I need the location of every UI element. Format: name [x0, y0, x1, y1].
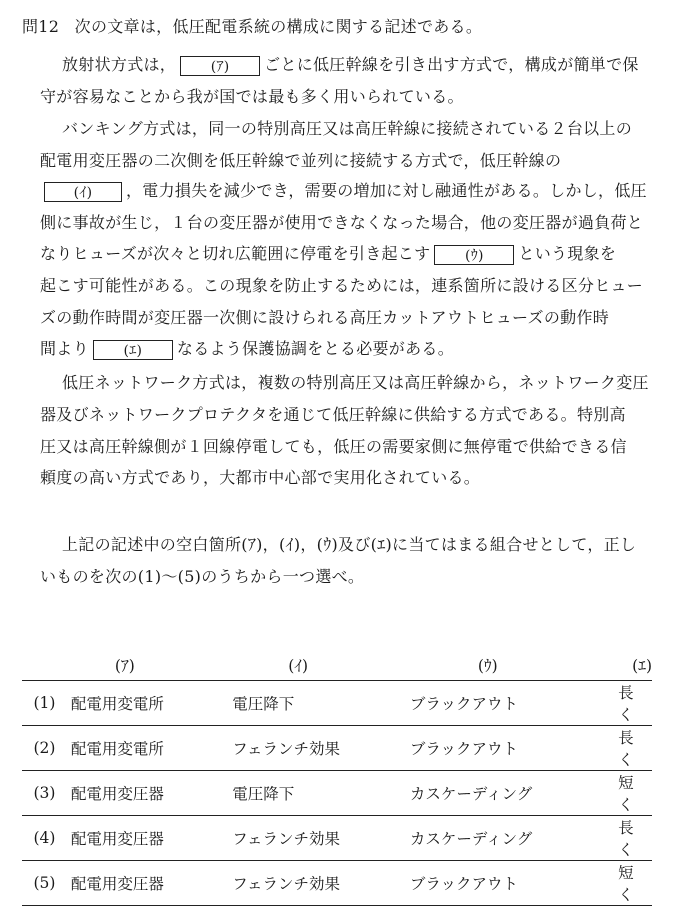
- table-cell: カスケーディング: [410, 771, 618, 816]
- p1-line-2: 守が容易なことから我が国では最も多く用いられている。: [40, 87, 464, 106]
- p2-line-8-text-a: 間より: [40, 339, 89, 358]
- table-row: [22, 861, 652, 906]
- choice-number: (2): [22, 726, 67, 771]
- table-cell: フェランチ効果: [232, 861, 410, 906]
- p1-text-a: 放射状方式は，: [62, 55, 177, 74]
- p3-line-4: 頼度の高い方式であり，大都市中心部で実用化されている。: [40, 468, 481, 487]
- p2-line-1: バンキング方式は，同一の特別高圧又は高圧幹線に接続されている２台以上の: [62, 119, 633, 138]
- p1-text-b: ごとに低圧幹線を引き出す方式で，構成が簡単で保: [264, 55, 639, 74]
- table-cell: ブラックアウト: [410, 726, 618, 771]
- table-row: [22, 816, 652, 861]
- choice-number: (1): [22, 681, 67, 726]
- question-number: 問12: [22, 17, 60, 36]
- table-row: [22, 681, 652, 726]
- choice-number: (3): [22, 771, 67, 816]
- table-cell: 電圧降下: [232, 681, 410, 726]
- p3-line-3: 圧又は高圧幹線側が１回線停電しても，低圧の需要家側に無停電で供給できる信: [40, 437, 627, 456]
- table-cell: 電圧降下: [232, 771, 410, 816]
- table-cell: カスケーディング: [410, 816, 618, 861]
- choice-number: (5): [22, 861, 67, 906]
- table-cell: 配電用変圧器: [67, 816, 232, 861]
- p2-line-7: ズの動作時間が変圧器一次側に設けられる高圧カットアウトヒューズの動作時: [40, 308, 610, 327]
- blank-e: (ｴ): [93, 340, 173, 360]
- table-cell: フェランチ効果: [232, 816, 410, 861]
- p2-line-3-text: ，電力損失を減少でき，需要の増加に対し融通性がある。しかし，低圧: [126, 181, 647, 200]
- header-cell-a: (ｱ): [114, 657, 135, 675]
- table-cell: 配電用変圧器: [67, 771, 232, 816]
- question-title: 次の文章は，低圧配電系統の構成に関する記述である。: [74, 17, 483, 36]
- header-cell-u: (ｳ): [477, 657, 498, 675]
- table-cell: 長 く: [618, 681, 652, 726]
- table-cell: 長 く: [618, 816, 652, 861]
- p2-line-6: 起こす可能性がある。この現象を防止するためには，連系箇所に設ける区分ヒュー: [40, 276, 644, 295]
- table-cell: ブラックアウト: [410, 681, 618, 726]
- blank-a: (ｱ): [180, 56, 260, 76]
- p2-line-2: 配電用変圧器の二次側を低圧幹線で並列に接続する方式で，低圧幹線の: [40, 151, 562, 170]
- question-header: [22, 16, 482, 38]
- blank-u: (ｳ): [434, 245, 514, 265]
- instruction-line-1: 上記の記述中の空白箇所(ｱ)，(ｲ)，(ｳ)及び(ｴ)に当てはまる組合せとして，正し: [62, 535, 637, 554]
- table-cell: 配電用変電所: [67, 681, 232, 726]
- table-cell: 短 く: [618, 771, 652, 816]
- table-cell: 配電用変電所: [67, 726, 232, 771]
- table-cell: フェランチ効果: [232, 726, 410, 771]
- header-cell: [22, 650, 67, 681]
- p2-line-5: [40, 243, 616, 265]
- blank-i: (ｲ): [44, 182, 122, 202]
- choice-number: (4): [22, 816, 67, 861]
- table-row: [22, 726, 652, 771]
- p2-line-3: [44, 180, 647, 202]
- p3-line-2: 器及びネットワークプロテクタを通じて低圧幹線に供給する方式である。特別高: [40, 405, 626, 424]
- p2-line-4: 側に事故が生じ，１台の変圧器が使用できなくなった場合，他の変圧器が過負荷と: [40, 213, 644, 232]
- table-header-row: [22, 650, 652, 681]
- header-cell-e: (ｴ): [632, 657, 652, 675]
- p3-line-1: 低圧ネットワーク方式は，複数の特別高圧又は高圧幹線から，ネットワーク変圧: [62, 373, 649, 392]
- p2-line-8-text-b: なるよう保護協調をとる必要がある。: [176, 339, 455, 358]
- table-cell: 短 く: [618, 861, 652, 906]
- table-cell: 配電用変圧器: [67, 861, 232, 906]
- p2-line-5-text-a: なりヒューズが次々と切れ広範囲に停電を引き起こす: [40, 244, 431, 263]
- table-cell: 長 く: [618, 726, 652, 771]
- p2-line-8: [40, 338, 454, 360]
- instruction-line-2: いものを次の(1)～(5)のうちから一つ選べ。: [40, 567, 365, 586]
- header-cell-i: (ｲ): [288, 657, 309, 675]
- table-row: [22, 771, 652, 816]
- answer-table: [22, 650, 652, 906]
- p1-line-1: [62, 54, 639, 76]
- p2-line-5-text-b: という現象を: [518, 244, 617, 263]
- table-cell: ブラックアウト: [410, 861, 618, 906]
